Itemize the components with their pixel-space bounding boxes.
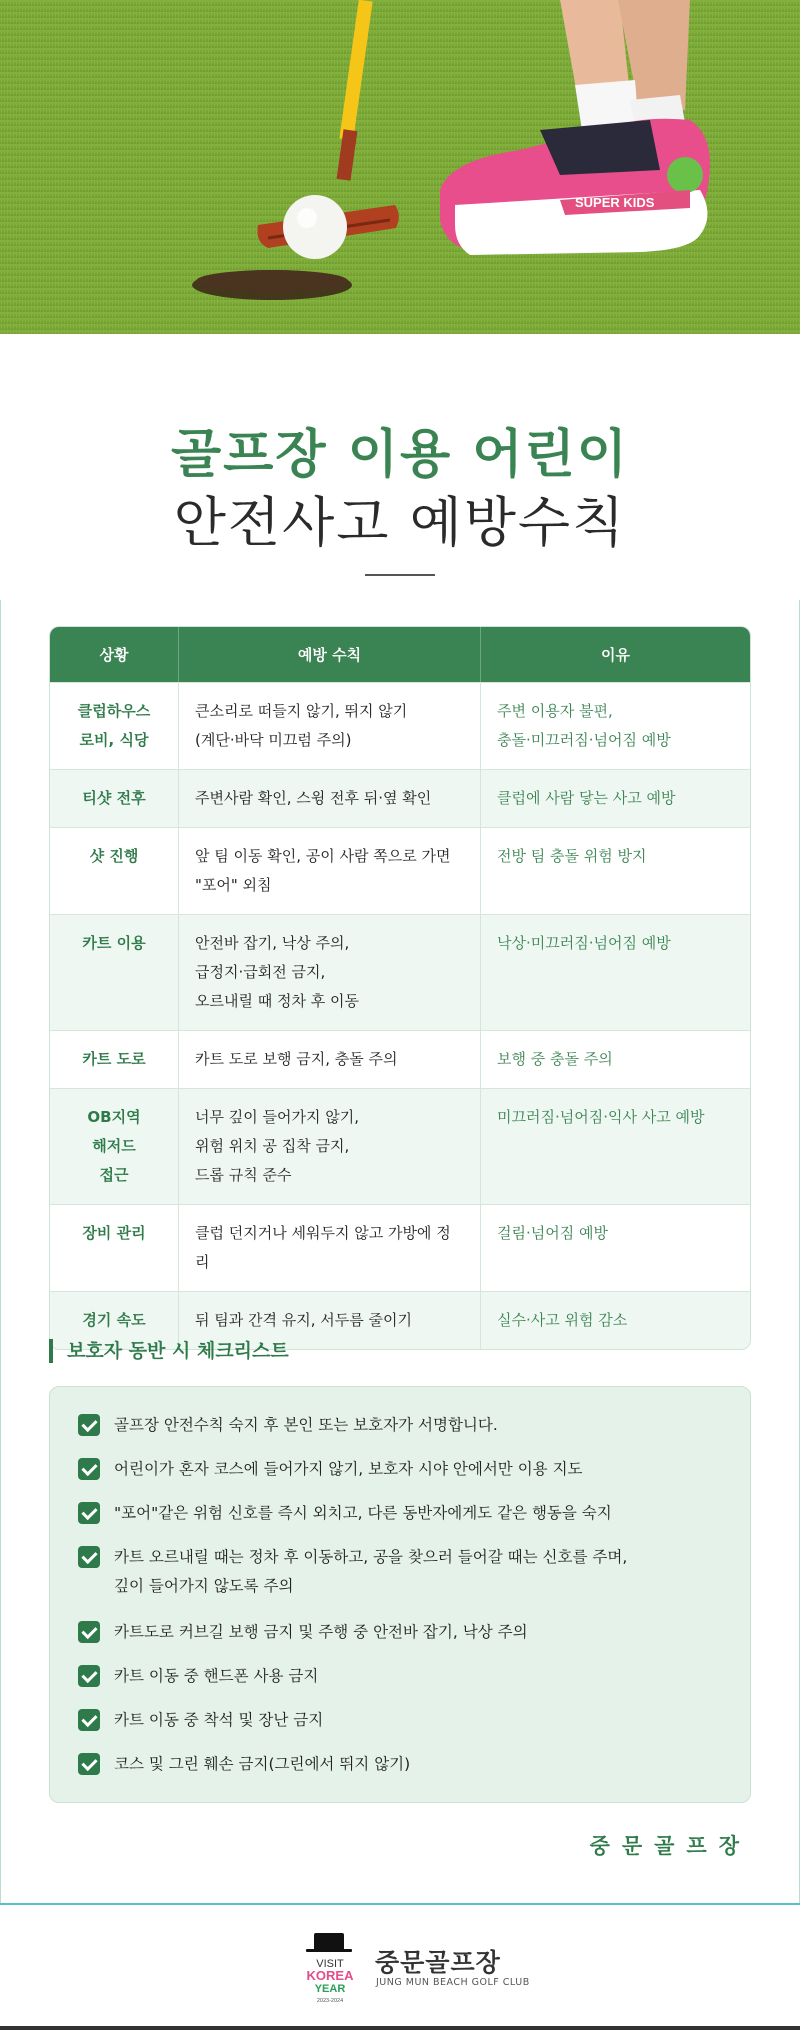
checklist-item (78, 1706, 718, 1735)
cell-reason-line: 보행 중 충돌 주의 (497, 1050, 613, 1068)
cell-reason (481, 827, 750, 914)
cell-situation-line: OB지역 (87, 1108, 141, 1126)
header-situation: 상황 (50, 627, 179, 682)
cell-rule (179, 827, 481, 914)
visit-logo-line3: YEAR (314, 1983, 346, 1995)
checklist-item-line: 골프장 안전수칙 숙지 후 본인 또는 보호자가 서명합니다. (114, 1416, 498, 1434)
cell-rule (179, 1030, 481, 1088)
cell-reason-line: 실수·사고 위험 감소 (497, 1311, 628, 1329)
table-row (50, 1204, 750, 1291)
visit-korea-year-logo (296, 1927, 364, 2007)
cell-rule (179, 769, 481, 827)
checklist-item-text (114, 1499, 612, 1528)
cell-rule-line: 위험 위치 공 집착 금지, (195, 1137, 350, 1155)
bottom-bar (0, 2026, 800, 2030)
cell-situation (50, 1204, 179, 1291)
checklist-item (78, 1499, 718, 1528)
table-row (50, 827, 750, 914)
club-name-ko: 중문골프장 (375, 1948, 501, 1977)
page-title-line1: 골프장 이용 어린이 (170, 425, 630, 485)
cell-situation (50, 769, 179, 827)
cell-reason (481, 1088, 750, 1204)
cell-situation-line: 샷 진행 (89, 847, 139, 865)
cell-reason (481, 1030, 750, 1088)
header-rule: 예방 수칙 (179, 627, 481, 682)
cell-rule-line: 앞 팀 이동 확인, 공이 사람 쪽으로 가면 (195, 847, 451, 865)
checklist-item (78, 1543, 718, 1601)
checklist-box (49, 1386, 751, 1803)
cell-rule-line: 주변사람 확인, 스윙 전후 뒤·옆 확인 (195, 789, 432, 807)
checkbox-checked-icon (78, 1502, 100, 1524)
table-row (50, 1030, 750, 1088)
cell-rule (179, 1088, 481, 1204)
cell-rule-line: 드롭 규칙 준수 (195, 1166, 292, 1184)
checkbox-checked-icon (78, 1753, 100, 1775)
shoe-text: SUPER KIDS (575, 195, 655, 210)
visit-logo-line2: KOREA (306, 1968, 354, 1983)
header-reason: 이유 (481, 627, 750, 682)
club-name-en: JUNG MUN BEACH GOLF CLUB (376, 1977, 530, 1988)
checklist-item-line: 코스 및 그린 훼손 금지(그린에서 뛰지 않기) (114, 1755, 411, 1773)
cell-reason-line: 전방 팀 충돌 위험 방지 (497, 847, 647, 865)
checklist-item-line: 어린이가 혼자 코스에 들어가지 않기, 보호자 시야 안에서만 이용 지도 (114, 1460, 583, 1478)
cell-situation-line: 해저드 (92, 1137, 136, 1155)
cell-reason (481, 914, 750, 1030)
checkbox-checked-icon (78, 1621, 100, 1643)
cell-reason-line: 미끄러짐·넘어짐·익사 사고 예방 (497, 1108, 705, 1126)
checklist-item-line: 카트 이동 중 착석 및 장난 금지 (114, 1711, 324, 1729)
checklist-item-line: 카트도로 커브길 보행 금지 및 주행 중 안전바 잡기, 낙상 주의 (114, 1623, 528, 1641)
checklist-item-text (114, 1662, 318, 1691)
page-title-line2: 안전사고 예방수칙 (173, 491, 627, 554)
cell-rule-line: 안전바 잡기, 낙상 주의, (195, 934, 350, 952)
cell-rule-line: 클럽 던지거나 세워두지 않고 가방에 정리 (195, 1224, 451, 1271)
cell-situation-line: 경기 속도 (82, 1311, 146, 1329)
cell-reason (481, 1291, 750, 1349)
cell-rule (179, 914, 481, 1030)
cell-situation-line: 로비, 식당 (79, 731, 149, 749)
checklist-item-line: 카트 이동 중 핸드폰 사용 금지 (114, 1667, 319, 1685)
cell-situation-line: 카트 도로 (82, 1050, 146, 1068)
checklist-item-text (114, 1618, 528, 1647)
checkbox-checked-icon (78, 1709, 100, 1731)
table-row (50, 914, 750, 1030)
cell-situation-line: 티샷 전후 (82, 789, 146, 807)
visit-logo-line1: VISIT (316, 1958, 344, 1970)
table-row (50, 1088, 750, 1204)
checklist-item (78, 1411, 718, 1440)
table-row (50, 769, 750, 827)
checkbox-checked-icon (78, 1546, 100, 1568)
checklist-item (78, 1750, 718, 1779)
table-body (50, 682, 750, 1349)
checklist-item-line: 깊이 들어가지 않도록 주의 (114, 1577, 294, 1595)
cell-situation (50, 827, 179, 914)
checklist-item-line: 카트 오르내릴 때는 정차 후 이동하고, 공을 찾으러 들어갈 때는 신호를 주며, (114, 1548, 628, 1566)
checkbox-checked-icon (78, 1414, 100, 1436)
checklist-item (78, 1662, 718, 1691)
cell-situation (50, 682, 179, 769)
cell-reason (481, 682, 750, 769)
footer (0, 1905, 800, 2030)
visit-logo-years: 2023-2024 (316, 1998, 344, 2004)
hero-image (0, 0, 800, 334)
cell-rule-line: 급정지·급회전 금지, (195, 963, 326, 981)
checklist-item (78, 1455, 718, 1484)
checkbox-checked-icon (78, 1458, 100, 1480)
title-divider (365, 574, 435, 576)
checkbox-checked-icon (78, 1665, 100, 1687)
cell-reason-line: 낙상·미끄러짐·넘어짐 예방 (497, 934, 671, 952)
cell-situation-line: 장비 관리 (82, 1224, 146, 1242)
golf-putting-illustration (0, 0, 800, 334)
signature: 중문골프장 (589, 1834, 751, 1858)
cell-situation-line: 클럽하우스 (77, 702, 151, 720)
cell-rule (179, 1204, 481, 1291)
cell-rule-line: 뒤 팀과 간격 유지, 서두름 줄이기 (195, 1311, 412, 1329)
cell-reason-line: 충돌·미끄러짐·넘어짐 예방 (497, 731, 671, 749)
cell-rule-line: 카트 도로 보행 금지, 충돌 주의 (195, 1050, 398, 1068)
cell-reason (481, 769, 750, 827)
cell-situation (50, 1030, 179, 1088)
checklist-item-line: "포어"같은 위험 신호를 즉시 외치고, 다른 동반자에게도 같은 행동을 숙지 (114, 1504, 612, 1522)
table-row (50, 682, 750, 769)
cell-rule-line: (계단·바닥 미끄럼 주의) (195, 731, 352, 749)
cell-rule-line: 오르내릴 때 정차 후 이동 (195, 992, 359, 1010)
cell-situation-line: 카트 이용 (82, 934, 146, 952)
cell-situation-line: 접근 (99, 1166, 129, 1184)
cell-rule-line: 너무 깊이 들어가지 않기, (195, 1108, 359, 1126)
cell-reason-line: 걸림·넘어짐 예방 (497, 1224, 608, 1242)
cell-situation (50, 1088, 179, 1204)
checklist-item-text (114, 1706, 323, 1735)
checklist-item-text (114, 1411, 498, 1440)
checklist-heading: 보호자 동반 시 체크리스트 (49, 1339, 289, 1363)
cell-rule-line: "포어" 외침 (195, 876, 272, 894)
cell-reason (481, 1204, 750, 1291)
cell-situation (50, 914, 179, 1030)
safety-rules-table (49, 626, 751, 1350)
cell-rule (179, 682, 481, 769)
checklist-item (78, 1618, 718, 1647)
title-section (0, 334, 800, 604)
cell-rule-line: 큰소리로 떠들지 않기, 뛰지 않기 (195, 702, 408, 720)
checklist-item-text (114, 1543, 627, 1601)
cell-reason-line: 주변 이용자 불편, (497, 702, 613, 720)
checklist-item-text (114, 1455, 583, 1484)
checklist-item-text (114, 1750, 410, 1779)
cell-reason-line: 클럽에 사람 닿는 사고 예방 (497, 789, 676, 807)
table-header-row (50, 627, 750, 682)
